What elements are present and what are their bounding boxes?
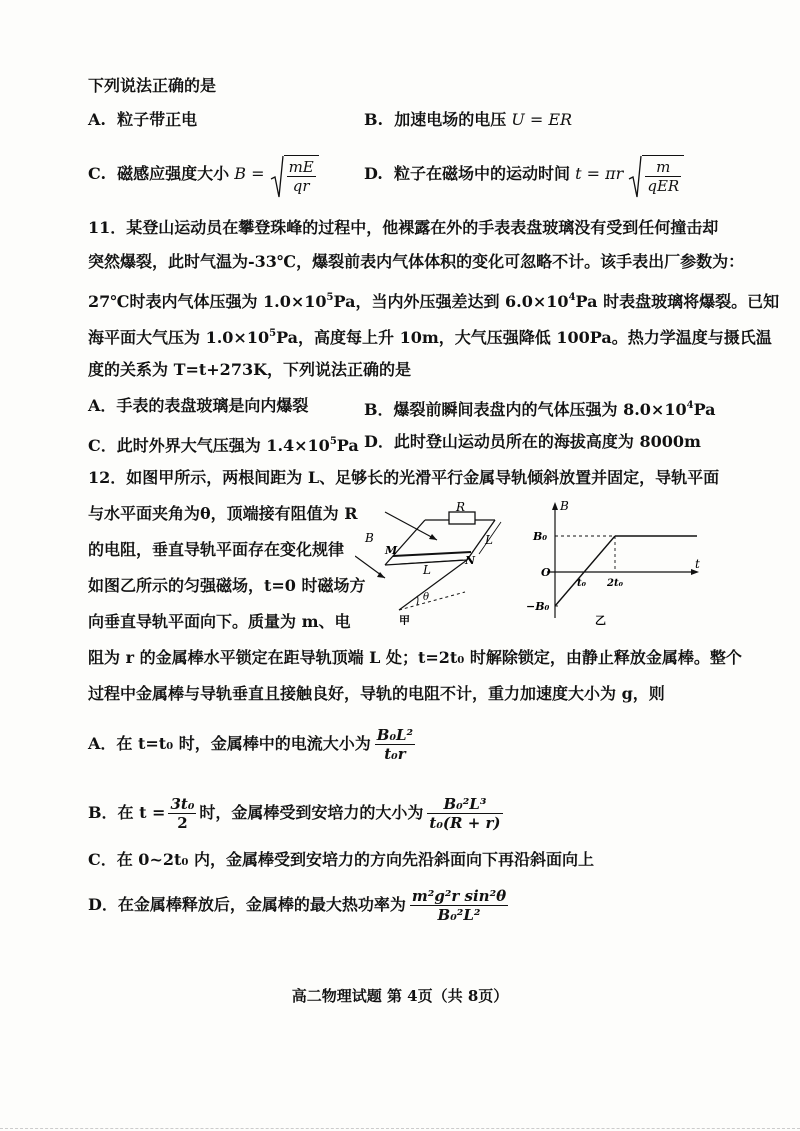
q11-option-d: D．此时登山运动员所在的海拔高度为 8000m bbox=[364, 432, 701, 451]
label-l-width: L bbox=[423, 563, 431, 577]
q11-option-c: C．此时外界大气压强为 $1.4\times 10^5Pa$ bbox=[88, 436, 359, 455]
label-2t0: 2t₀ bbox=[607, 578, 623, 589]
label-origin: O bbox=[541, 566, 551, 579]
q12-line4: 如图乙所示的匀强磁场，t=0 时磁场方 bbox=[88, 576, 366, 595]
figure-jia bbox=[355, 500, 515, 625]
q11-line4: 海平面大气压为 $1.0\times 10^5Pa$，高度每上升 10m，大气压强降低 100Pa。热力学温度与摄氏温 bbox=[88, 328, 772, 347]
rail-left bbox=[385, 520, 425, 565]
page-footer: 高二物理试题 第 4页（共 8页） bbox=[291, 987, 509, 1005]
horizontal-dashed bbox=[399, 592, 465, 610]
label-b0: B₀ bbox=[533, 530, 548, 543]
q12-line3: 的电阻，垂直导轨平面存在变化规律 bbox=[88, 540, 345, 559]
label-t0: t₀ bbox=[577, 578, 586, 589]
figure-yi bbox=[525, 500, 705, 625]
label-n: N bbox=[465, 554, 476, 567]
arrowhead bbox=[429, 534, 437, 540]
b-curve-rise bbox=[555, 536, 615, 606]
q11-line2: 突然爆裂，此时气温为-33℃，爆裂前表内气体体积的变化可忽略不计。该手表出厂参数为： bbox=[88, 252, 745, 271]
q11-option-a: A．手表的表盘玻璃是向内爆裂 bbox=[88, 396, 309, 415]
sqrt-symbol: $\frac{m}{\text{qER}}$ bbox=[628, 155, 684, 195]
label-theta: θ bbox=[423, 592, 430, 603]
bottom-divider bbox=[0, 1128, 800, 1129]
q12-line2: 与水平面夹角为θ，顶端接有阻值为 R bbox=[88, 504, 358, 523]
label-m: M bbox=[385, 544, 398, 557]
q10-stem-tail: 下列说法正确的是 bbox=[88, 76, 217, 95]
y-axis-arrowhead bbox=[552, 502, 558, 510]
metal-bar bbox=[393, 552, 471, 556]
q10-option-b: B. 加速电场的电压 U = ER bbox=[364, 110, 573, 129]
width-arrow bbox=[399, 560, 463, 564]
q12-line5: 向垂直导轨平面向下。质量为 m、电 bbox=[88, 612, 351, 631]
q12-option-a: A．在 t=t₀ 时，金属棒中的电流大小为 $\frac{\text{B₀L²}}{\text{t₀r}}$ bbox=[88, 725, 414, 763]
q12-line1: 12．如图甲所示，两根间距为 L、足够长的光滑平行金属导轨倾斜放置并固定，导轨平面 bbox=[88, 468, 720, 487]
q12-option-d: D．在金属棒释放后，金属棒的最大热功率为 $\frac{\text{m²g²r sin²θ}}{\text{B₀²L²}}$ bbox=[88, 886, 507, 924]
label-l-length: L bbox=[485, 533, 493, 547]
q10-option-a: A. 粒子带正电 bbox=[88, 110, 198, 129]
label-t-axis: t bbox=[695, 557, 700, 571]
q11-option-b: B．爆裂前瞬间表盘内的气体压强为 $8.0\times 10^4Pa$ bbox=[364, 400, 716, 419]
label-b: B bbox=[365, 531, 374, 545]
label-neg-b0: −B₀ bbox=[526, 600, 550, 613]
label-b-axis: B bbox=[560, 500, 569, 513]
q11-line3: 27℃时表内气体压强为 $1.0\times 10^5Pa$，当内外压强差达到 $6.0\times 10^4Pa$ 时表盘玻璃将爆裂。已知 bbox=[88, 292, 780, 311]
q11-line1: 11．某登山运动员在攀登珠峰的过程中，他裸露在外的手表表盘玻璃没有受到任何撞击却 bbox=[88, 218, 719, 237]
label-r: R bbox=[456, 500, 466, 514]
q10-option-d: D. 粒子在磁场中的运动时间 t = πr $\frac{m}{\text{qER}}$ bbox=[364, 152, 684, 196]
q11-line5: 度的关系为 T=t+273K，下列说法正确的是 bbox=[88, 360, 411, 379]
q12-option-b: B．在 t = $\frac{\text{3t₀}}{2}$ 时，金属棒受到安培力的大小为 $\frac{\text{B₀²L³}}{\text{t₀(R + r)}}$ bbox=[88, 794, 501, 832]
q12-line6: 阻为 r 的金属棒水平锁定在距导轨顶端 L 处；t=2t₀ 时解除锁定，由静止释放金属棒。整个 bbox=[88, 648, 742, 667]
q10-option-c: C. 磁感应强度大小 B = $\frac{mE}{qr}$ bbox=[88, 152, 319, 196]
q12-option-c: C．在 0~2t₀ 内，金属棒受到安培力的方向先沿斜面向下再沿斜面向上 bbox=[88, 850, 594, 869]
sqrt-symbol: $\frac{mE}{qr}$ bbox=[270, 155, 319, 195]
incline-edge bbox=[399, 560, 467, 610]
label-yi: 乙 bbox=[595, 614, 606, 625]
label-jia: 甲 bbox=[399, 614, 410, 625]
q12-line7: 过程中金属棒与导轨垂直且接触良好，导轨的电阻不计，重力加速度大小为 g，则 bbox=[88, 684, 665, 703]
